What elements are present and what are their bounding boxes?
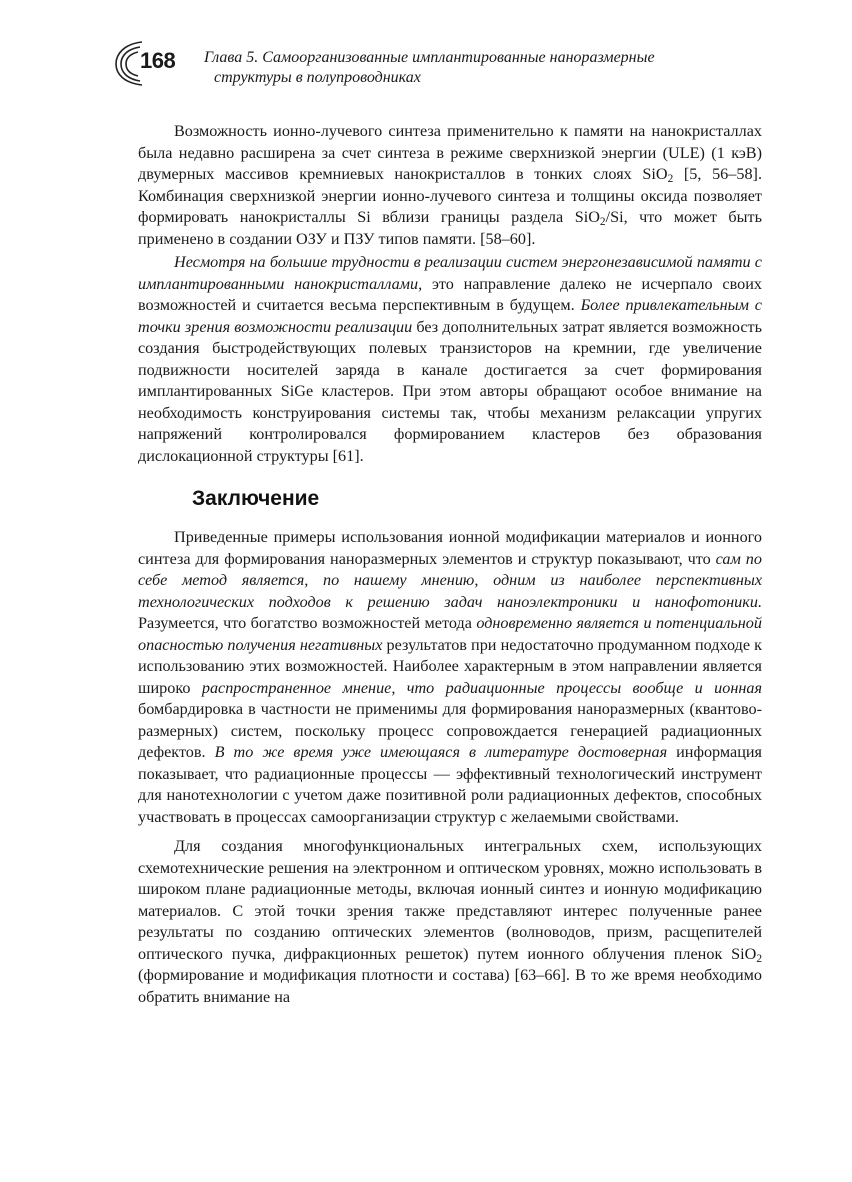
text-run: результатов при недостаточно продуманном подходе к использованию этих возможностей. Наиболее характерным в этом направлении является широко	[138, 635, 763, 697]
text-run: это направление далеко не исчерпало своих возможностей и считается весьма перспективным в будущем.	[138, 274, 762, 314]
running-head	[204, 48, 764, 88]
text-run: информация показывает, что радиационные процессы — эффективный технологический инструмент для нанотехнологии с учетом даже позитивной роли радиационных дефектов, способных участвовать в процессах самоорганизации структур с желаемыми свойствами.	[138, 743, 762, 826]
subscript: 2	[756, 952, 762, 965]
text-run: Разумеется, что богатство возможностей метода	[138, 614, 477, 632]
running-head-line-2: структуры в полупроводниках	[214, 69, 421, 86]
text-run: Приведенные примеры использования ионной модификации материалов и ионного синтеза для формирования наноразмерных элементов и структур показывают, что	[138, 528, 762, 568]
italic-run: В то же время уже имеющаяся в литературе достоверная	[214, 743, 668, 761]
section-heading-conclusion: Заключение	[192, 487, 320, 510]
paragraph-sige-transistors	[138, 252, 762, 467]
italic-run: одновременно является и потенциальной опасностью получения негативных	[138, 614, 762, 654]
paragraph-conclusion-1	[138, 527, 762, 828]
paragraph-memory-ion-beam-synthesis	[138, 121, 762, 250]
italic-run: сам по себе метод является, по нашему мнению, одним из наиболее перспективных технологических подходов к решению задач наноэлектроники и нанофотоники.	[138, 549, 762, 611]
text-run: /Si, что может быть применено в создании ОЗУ и ПЗУ типов памяти. [58–60].	[138, 208, 762, 248]
text-run: (формирование и модификация плотности и состава) [63–66]. В то же время необходимо обратить внимание на	[138, 966, 762, 1006]
text-run: Возможность ионно-лучевого синтеза применительно к памяти на нанокристаллах была недавно расширена за счет синтеза в режиме сверхнизкой энергии (ULE) (1 кэВ) двумерных массивов кремниевых нанокристаллов в тонких слоях SiO	[138, 122, 762, 183]
page-number: 168	[140, 48, 176, 73]
italic-run: распространенное мнение, что радиационные процессы вообще и ионная	[201, 678, 763, 697]
running-head-line-1: Глава 5. Самоорганизованные имплантированные наноразмерные	[204, 49, 655, 66]
italic-run: Более привлекательным с точки зрения возможности реализации	[138, 296, 762, 336]
text-run: бомбардировка в частности не применимы для формирования наноразмерных (квантово-размерных) систем, поскольку процесс сопровождается генерацией радиационных дефектов.	[138, 700, 762, 761]
subscript: 2	[667, 172, 674, 185]
text-run: [5, 56–58]. Комбинация сверхнизкой энергии ионно-лучевого синтеза и толщины оксида позволяет формировать нанокристаллы Si вблизи границы раздела SiO	[138, 165, 762, 226]
paragraph-conclusion-2	[138, 836, 762, 1008]
subscript: 2	[599, 215, 606, 228]
text-run: Для создания многофункциональных интегральных схем, использующих схемотехнические решения на электронном и оптическом уровнях, можно использовать в широком плане радиационные методы, включая ионный синтез и ионную модификацию материалов. С этой точки зрения также представляют интерес полученные ранее результаты по созданию оптических элементов (волноводов, призм, расщепителей оптического пучка, дифракционных решеток) путем ионного облучения пленок SiO	[138, 837, 762, 963]
page-body	[138, 121, 762, 1008]
italic-run: Несмотря на большие трудности в реализации систем энергонезависимой памяти с имплантированными нанокристаллами,	[138, 253, 762, 293]
text-run: без дополнительных затрат является возможность создания быстродействующих полевых транзисторов на кремнии, где увеличение подвижности носителей заряда в канале достигается за счет формирования имплантированных SiGe кластеров. При этом авторы обращают особое внимание на необходимость конструирования системы так, чтобы механизм релаксации упругих напряжений контролировался формированием кластеров без образования дислокационной структуры [61].	[138, 317, 762, 465]
